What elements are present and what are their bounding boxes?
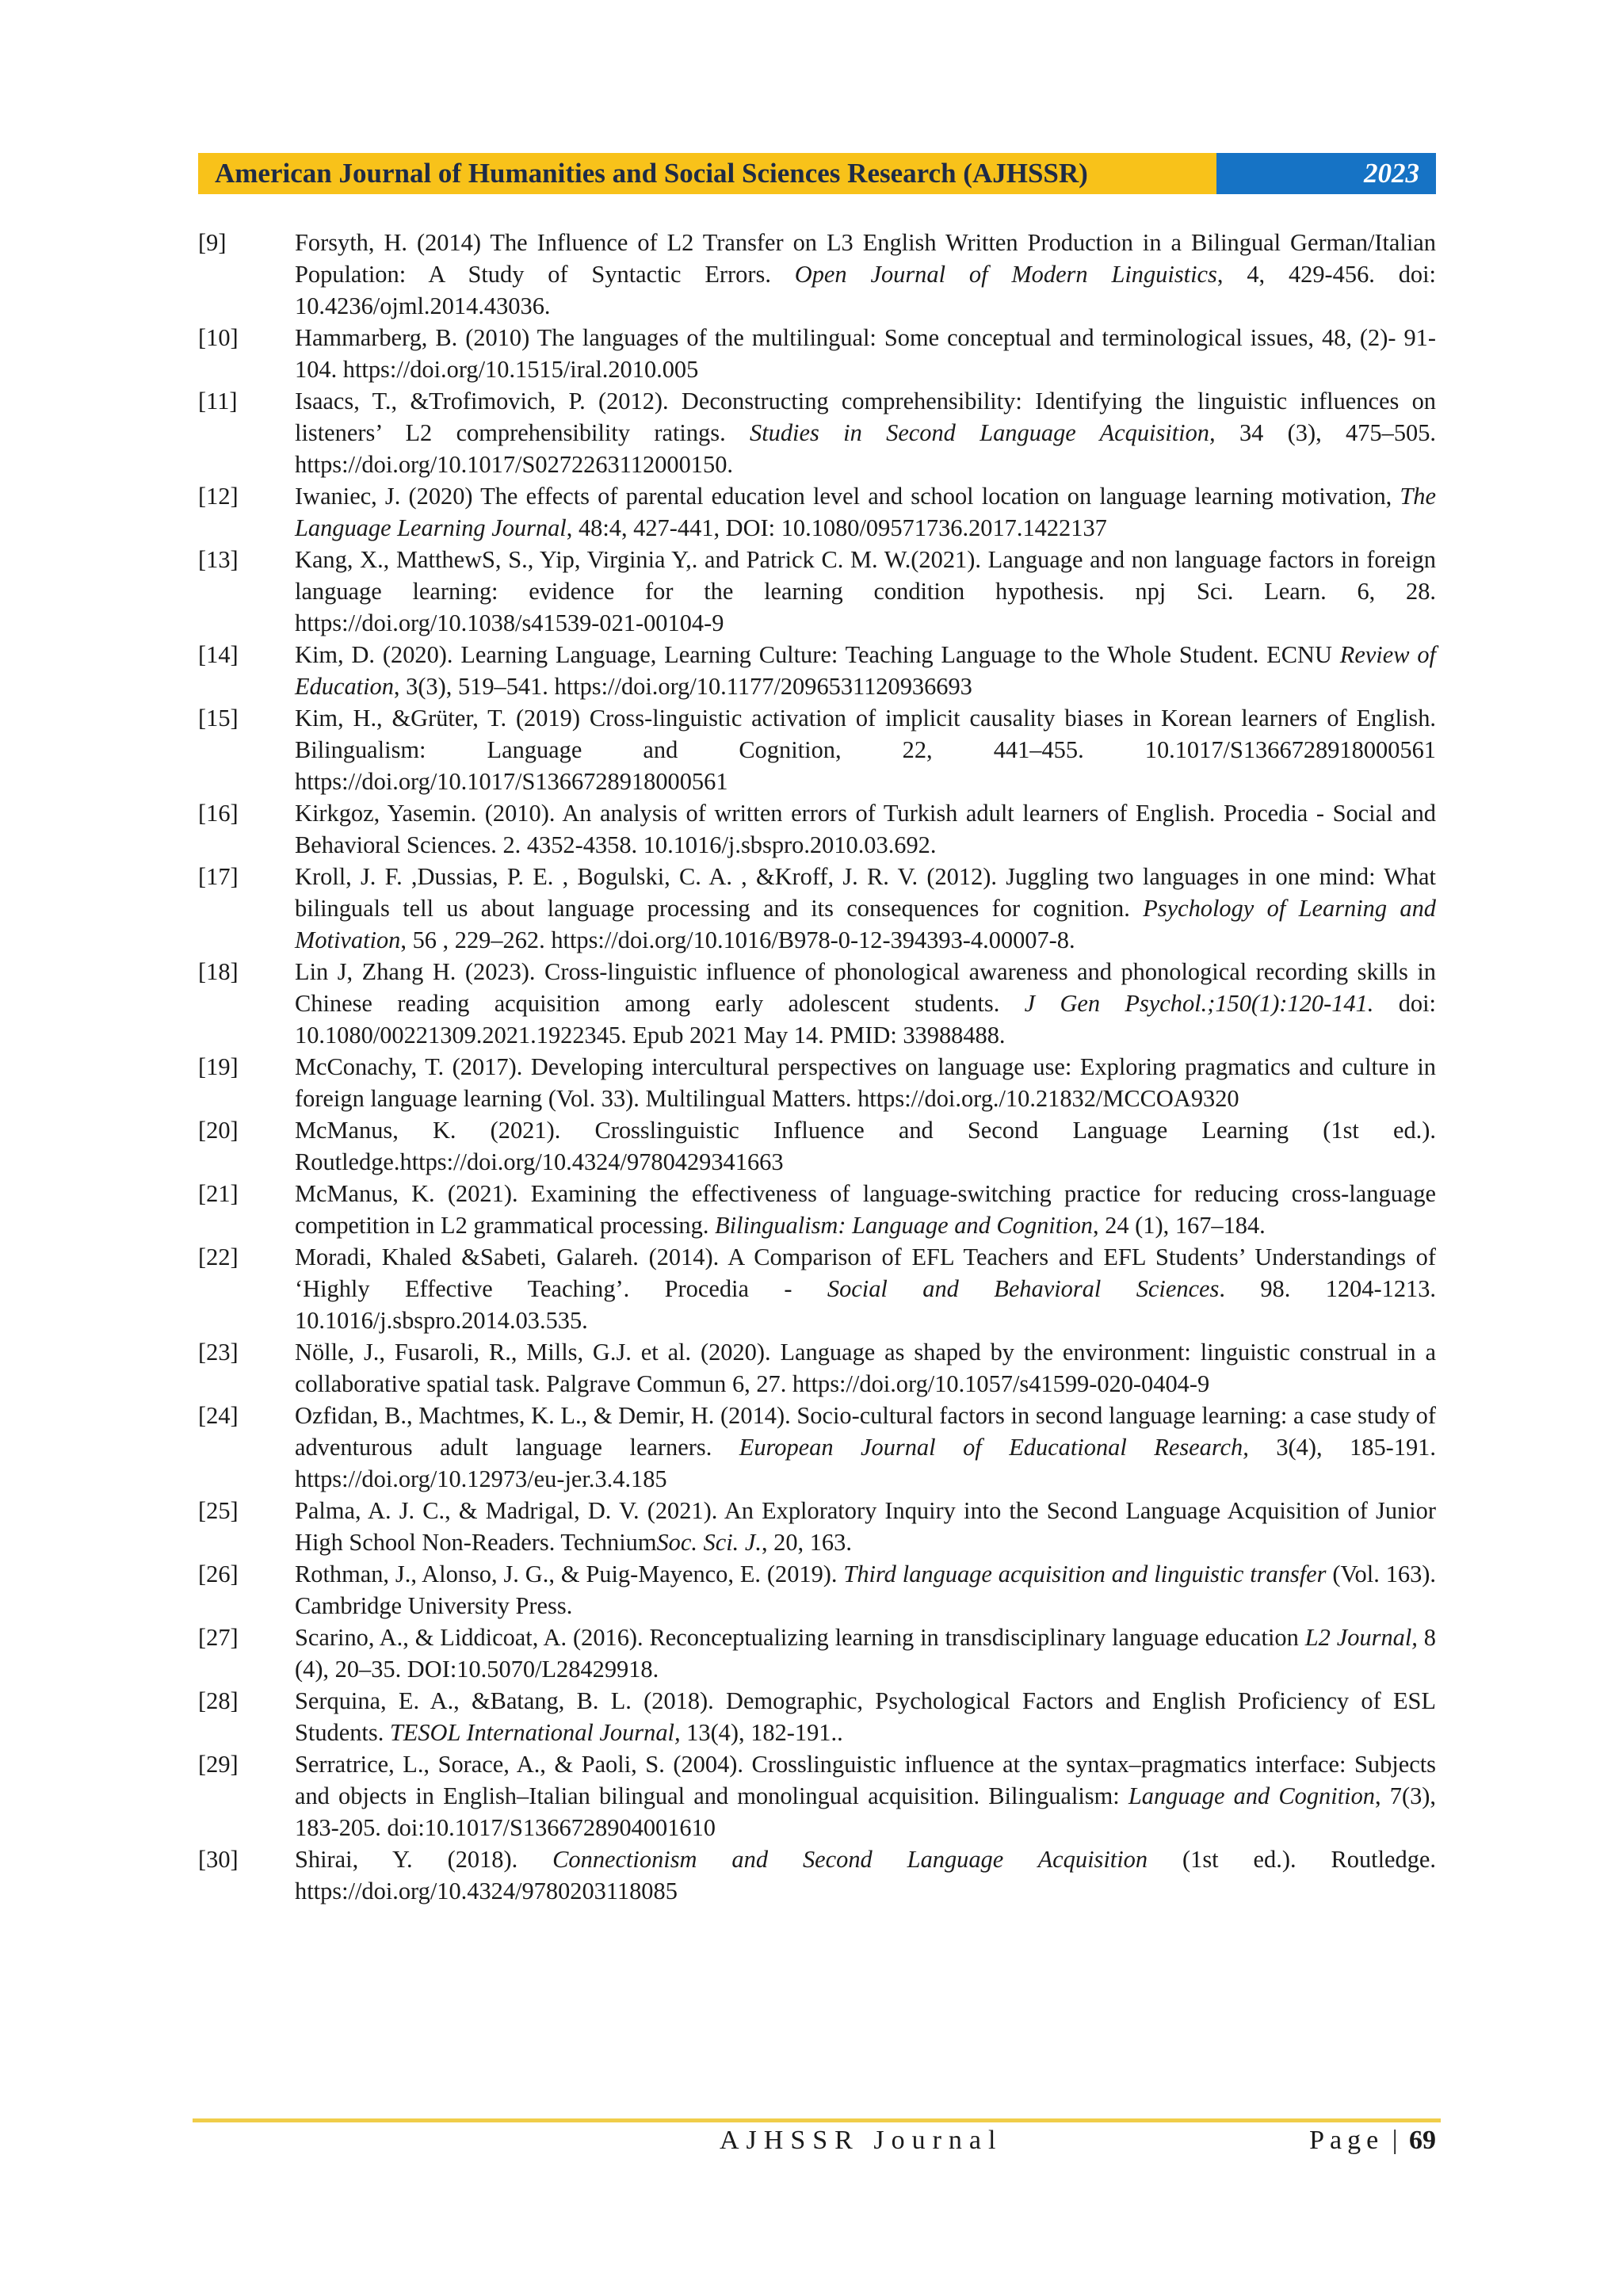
- reference-italic-segment: European Journal of Educational Research,: [739, 1434, 1249, 1461]
- reference-number: [20]: [198, 1117, 239, 1144]
- reference-text: [295, 1748, 1436, 1843]
- reference-italic-segment: Soc. Sci. J.: [656, 1529, 762, 1556]
- journal-title-band: [198, 153, 1216, 194]
- reference-item: [198, 544, 1436, 639]
- reference-segment: , 20, 163.: [761, 1529, 852, 1556]
- reference-italic-segment: J Gen Psychol.;150(1):120-141.: [1024, 990, 1374, 1017]
- reference-number: [30]: [198, 1846, 239, 1873]
- reference-segment: Palma, A. J. C., & Madrigal, D. V. (2021). An Exploratory Inquiry into the Second Language Acquisition of Junior High School Non-Readers. Technium: [295, 1497, 1436, 1556]
- reference-text: [295, 1685, 1436, 1748]
- reference-number: [16]: [198, 800, 239, 827]
- reference-item: [198, 1685, 1436, 1748]
- page-separator: |: [1392, 2126, 1398, 2155]
- reference-segment: McManus, K. (2021). Examining the effectiveness of language-switching practice for reducing cross-language competition in L2 grammatical processing.: [295, 1180, 1436, 1239]
- reference-number: [25]: [198, 1497, 239, 1524]
- reference-italic-segment: Language and Cognition: [1128, 1782, 1375, 1809]
- reference-text: [295, 1051, 1436, 1114]
- reference-italic-segment: Open Journal of Modern Linguistics: [794, 261, 1217, 288]
- reference-segment: Iwaniec, J. (2020) The effects of parental education level and school location on language learning motivation,: [295, 483, 1400, 510]
- reference-number: [10]: [198, 324, 239, 351]
- reference-item: [198, 639, 1436, 702]
- reference-number: [17]: [198, 863, 239, 890]
- reference-text: [295, 797, 1436, 861]
- reference-text: [295, 322, 1436, 385]
- reference-item: [198, 1241, 1436, 1336]
- reference-italic-segment: TESOL International Journal,: [389, 1719, 681, 1746]
- reference-segment: 3(4), 185-191. https://doi.org/10.12973/eu-jer.3.4.185: [295, 1434, 1436, 1492]
- page-number: 69: [1409, 2126, 1436, 2155]
- reference-italic-segment: Psychology of Learning and Motivation: [295, 895, 1436, 953]
- reference-number: [21]: [198, 1180, 239, 1207]
- reference-segment: Ozfidan, B., Machtmes, K. L., & Demir, H. (2014). Socio-cultural factors in second language learning: a case study of adventurous adult language learners.: [295, 1402, 1436, 1461]
- reference-segment: , 3(3), 519–541. https://doi.org/10.1177/2096531120936693: [393, 673, 972, 700]
- reference-number: [12]: [198, 483, 239, 510]
- reference-italic-segment: Connectionism and Second Language Acquisition: [552, 1846, 1148, 1873]
- reference-number: [23]: [198, 1339, 239, 1366]
- reference-item: [198, 1843, 1436, 1907]
- reference-text: [295, 1843, 1436, 1907]
- reference-number: [15]: [198, 705, 239, 732]
- reference-item: [198, 1558, 1436, 1622]
- reference-text: [295, 1114, 1436, 1178]
- reference-segment: Forsyth, H. (2014) The Influence of L2 Transfer on L3 English Written Production in a Bilingual German/Italian Population: A Study of Syntactic Errors.: [295, 229, 1436, 288]
- reference-text: [295, 1558, 1436, 1622]
- footer-page-indicator: [1309, 2126, 1436, 2156]
- reference-item: [198, 1748, 1436, 1843]
- reference-segment: Kang, X., MatthewS, S., Yip, Virginia Y,. and Patrick C. M. W.(2021). Language and non language factors in foreign language learning: evidence for the learning condition hypothesis. npj Sci. Learn. 6, 28. https://doi.org/10.1038/s41539-021-00104-9: [295, 546, 1436, 636]
- reference-item: [198, 1336, 1436, 1400]
- reference-text: [295, 702, 1436, 797]
- reference-segment: . 98. 1204-1213. 10.1016/j.sbspro.2014.03.535.: [295, 1275, 1436, 1334]
- reference-text: [295, 227, 1436, 322]
- reference-item: [198, 1400, 1436, 1495]
- reference-number: [9]: [198, 229, 227, 256]
- reference-segment: (1st ed.). Routledge. https://doi.org/10.4324/9780203118085: [295, 1846, 1436, 1904]
- journal-header: [198, 153, 1436, 194]
- reference-number: [22]: [198, 1244, 239, 1270]
- reference-text: [295, 480, 1436, 544]
- reference-number: [27]: [198, 1624, 239, 1651]
- reference-text: [295, 956, 1436, 1051]
- reference-segment: Kroll, J. F. ,Dussias, P. E. , Bogulski, C. A. , &Kroff, J. R. V. (2012). Juggling two languages in one mind: What bilinguals tell us about language processing and its consequences for cognition.: [295, 863, 1436, 922]
- reference-text: [295, 385, 1436, 480]
- reference-item: [198, 1495, 1436, 1558]
- reference-segment: Lin J, Zhang H. (2023). Cross-linguistic influence of phonological awareness and phonological recording skills in Chinese reading acquisition among early adolescent students.: [295, 958, 1436, 1017]
- reference-item: [198, 385, 1436, 480]
- reference-text: [295, 1336, 1436, 1400]
- reference-item: [198, 227, 1436, 322]
- reference-text: [295, 1495, 1436, 1558]
- reference-item: [198, 1051, 1436, 1114]
- journal-year: 2023: [1364, 158, 1419, 189]
- reference-segment: , 24 (1), 167–184.: [1093, 1212, 1266, 1239]
- reference-segment: Shirai, Y. (2018).: [295, 1846, 553, 1873]
- reference-number: [19]: [198, 1053, 239, 1080]
- reference-segment: 13(4), 182-191..: [680, 1719, 843, 1746]
- year-band: [1216, 153, 1436, 194]
- reference-italic-segment: Review of Education: [295, 641, 1437, 700]
- reference-italic-segment: Bilingualism: Language and Cognition: [715, 1212, 1093, 1239]
- reference-segment: doi: 10.1080/00221309.2021.1922345. Epub 2021 May 14. PMID: 33988488.: [295, 990, 1436, 1049]
- reference-segment: Hammarberg, B. (2010) The languages of the multilingual: Some conceptual and terminological issues, 48, (2)- 91-104. https://doi.org/10.1515/iral.2010.005: [295, 324, 1436, 383]
- reference-segment: McManus, K. (2021). Crosslinguistic Influence and Second Language Learning (1st ed.). Routledge.https://doi.org/10.4324/9780429341663: [295, 1117, 1436, 1175]
- reference-item: [198, 797, 1436, 861]
- reference-italic-segment: The Language Learning Journal: [295, 483, 1436, 541]
- reference-number: [29]: [198, 1751, 239, 1778]
- reference-italic-segment: L2 Journal,: [1304, 1624, 1418, 1651]
- reference-segment: (Vol. 163). Cambridge University Press.: [295, 1561, 1436, 1619]
- reference-number: [18]: [198, 958, 239, 985]
- reference-text: [295, 1241, 1436, 1336]
- reference-item: [198, 1178, 1436, 1241]
- reference-segment: 34 (3), 475–505. https://doi.org/10.1017/S0272263112000150.: [295, 419, 1437, 478]
- reference-segment: Scarino, A., & Liddicoat, A. (2016). Reconceptualizing learning in transdisciplinary language education: [295, 1624, 1305, 1651]
- reference-segment: McConachy, T. (2017). Developing intercultural perspectives on language use: Exploring pragmatics and culture in foreign language learning (Vol. 33). Multilingual Matters. https://doi.org./10.21832/MCCOA9320: [295, 1053, 1436, 1112]
- journal-title: American Journal of Humanities and Social Sciences Research (AJHSSR): [215, 158, 1088, 189]
- reference-segment: Rothman, J., Alonso, J. G., & Puig-Mayenco, E. (2019).: [295, 1561, 844, 1587]
- reference-item: [198, 1622, 1436, 1685]
- reference-segment: Kirkgoz, Yasemin. (2010). An analysis of written errors of Turkish adult learners of English. Procedia - Social and Behavioral Sciences. 2. 4352-4358. 10.1016/j.sbspro.2010.03.692.: [295, 800, 1436, 858]
- reference-segment: Nölle, J., Fusaroli, R., Mills, G.J. et al. (2020). Language as shaped by the environment: linguistic construal in a collaborative spatial task. Palgrave Commun 6, 27. https://doi.org/10.1057/s41599-020-0404-9: [295, 1339, 1436, 1397]
- reference-segment: Serquina, E. A., &Batang, B. L. (2018). Demographic, Psychological Factors and English Proficiency of ESL Students.: [295, 1687, 1436, 1746]
- reference-italic-segment: Social and Behavioral Sciences: [827, 1275, 1220, 1302]
- reference-segment: , 4, 429-456. doi: 10.4236/ojml.2014.43036.: [295, 261, 1436, 319]
- reference-text: [295, 1178, 1436, 1241]
- reference-text: [295, 1622, 1436, 1685]
- page-label: Page: [1309, 2126, 1384, 2155]
- reference-segment: Isaacs, T., &Trofimovich, P. (2012). Deconstructing comprehensibility: Identifying the linguistic influences on listeners’ L2 comprehensibility ratings.: [295, 388, 1436, 446]
- reference-segment: Serratrice, L., Sorace, A., & Paoli, S. (2004). Crosslinguistic influence at the syntax–pragmatics interface: Subjects and objects in English–Italian bilingual and monolingual acquisition. Bilingualism:: [295, 1751, 1436, 1809]
- reference-number: [26]: [198, 1561, 239, 1587]
- reference-segment: Kim, D. (2020). Learning Language, Learning Culture: Teaching Language to the Whole Student. ECNU: [295, 641, 1340, 668]
- reference-number: [11]: [198, 388, 238, 415]
- reference-item: [198, 480, 1436, 544]
- reference-segment: , 48:4, 427-441, DOI: 10.1080/09571736.2017.1422137: [566, 514, 1107, 541]
- reference-segment: Kim, H., &Grüter, T. (2019) Cross-linguistic activation of implicit causality biases in Korean learners of English. Bilingualism: Language and Cognition, 22, 441–455. 10.1017/S1366728918000561 https://doi.org/10.1017/S1366728918000561: [295, 705, 1436, 795]
- reference-number: [24]: [198, 1402, 239, 1429]
- reference-text: [295, 861, 1436, 956]
- reference-list: [198, 227, 1436, 1907]
- footer-journal-name: AJHSSR Journal: [720, 2126, 1003, 2155]
- reference-item: [198, 956, 1436, 1051]
- footer-rule: [193, 2118, 1441, 2122]
- reference-segment: , 7(3), 183-205. doi:10.1017/S1366728904001610: [295, 1782, 1436, 1841]
- reference-item: [198, 1114, 1436, 1178]
- reference-number: [14]: [198, 641, 239, 668]
- reference-segment: 8 (4), 20–35. DOI:10.5070/L28429918.: [295, 1624, 1436, 1683]
- reference-italic-segment: Third language acquisition and linguistic transfer: [843, 1561, 1327, 1587]
- reference-text: [295, 1400, 1436, 1495]
- reference-text: [295, 544, 1436, 639]
- reference-item: [198, 322, 1436, 385]
- reference-segment: Moradi, Khaled &Sabeti, Galareh. (2014). A Comparison of EFL Teachers and EFL Students’ Understandings of ‘Highly Effective Teaching’. Procedia -: [295, 1244, 1436, 1302]
- reference-segment: , 56 , 229–262. https://doi.org/10.1016/B978-0-12-394393-4.00007-8.: [400, 926, 1075, 953]
- reference-italic-segment: Studies in Second Language Acquisition,: [750, 419, 1216, 446]
- reference-number: [28]: [198, 1687, 239, 1714]
- reference-text: [295, 639, 1436, 702]
- reference-number: [13]: [198, 546, 239, 573]
- reference-item: [198, 861, 1436, 956]
- reference-item: [198, 702, 1436, 797]
